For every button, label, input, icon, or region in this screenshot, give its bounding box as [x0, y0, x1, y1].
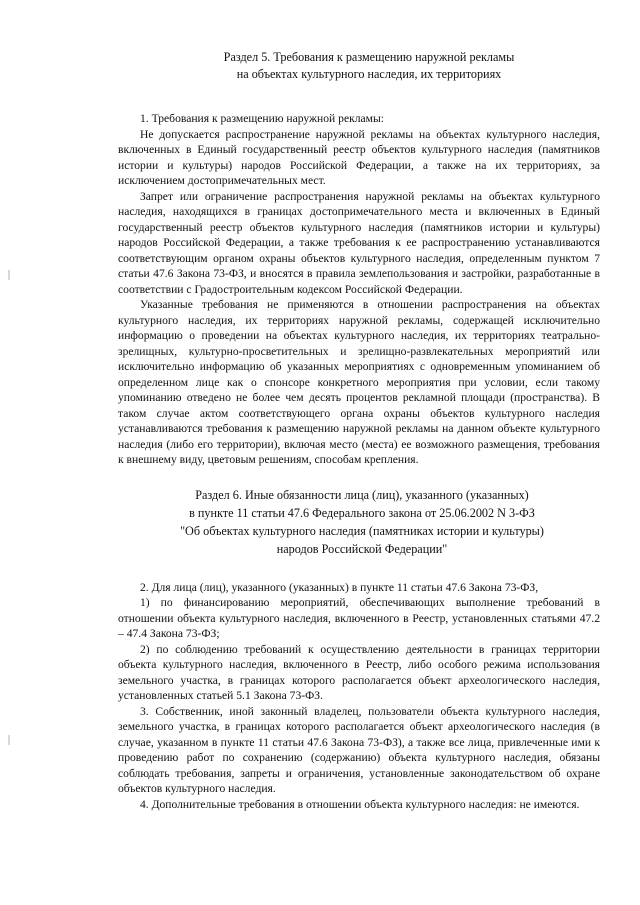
item-1-heading: 1. Требования к размещению наружной рекламы: [140, 112, 385, 125]
section-5-paragraph-3: Указанные требования не применяются в отношении распространения на объектах культурного наследия, их территориях наружной рекламы, содержащей исключительно информацию о проведении на объектах культурного наследия, их территориях театрально-зрелищных, культурно-просветительных и зрелищно-развлекательных мероприятий или исключительно информацию об указанных мероприятиях с одновременным упоминанием об определенном лице как о спонсоре конкретного мероприятия при условии, если такому упоминанию отведено не более чем десять процентов рекламной площади (пространства). В таком случае актом соответствующего органа охраны объектов культурного наследия устанавливаются требования к размещению наружной рекламы на данном объекте культурного наследия (либо его территории), включая место (места) ее возможного размещения, требования к внешнему виду, цветовым решениям, способам крепления. [118, 298, 600, 466]
section-5-heading [138, 49, 600, 83]
section-5-paragraph-2: Запрет или ограничение распространения наружной рекламы на объектах культурного наследия, находящихся в границах достопримечательного места и включенных в Единый государственный реестр объектов культурного наследия (памятников истории и культуры) народов Российской Федерации, а также требования к ее распространению устанавливаются соответствующим органом охраны объектов культурного наследия, определенным пунктом 7 статьи 47.6 Закона 73-ФЗ, и вносятся в правила землепользования и застройки, разработанные в соответствии с Градостроительным кодексом Российской Федерации. [118, 189, 600, 296]
section-6-title-line-2: в пункте 11 статьи 47.6 Федерального закона от 25.06.2002 N 3-ФЗ [189, 505, 535, 520]
item-2-subitem-2: 2) по соблюдению требований к осуществлению деятельности в границах территории объекта культурного наследия, включенного в Реестр, либо особого режима использования земельного участка, в границах которого располагается объект археологического наследия, установленных статьей 5.1 Закона 73-ФЗ. [118, 642, 600, 702]
section-5-paragraph-1: Не допускается распространение наружной рекламы на объектах культурного наследия, включенных в Единый государственный реестр объектов культурного наследия (памятников истории и культуры) народов Российской Федерации, а также на их территориях, за исключением достопримечательных мест. [118, 127, 600, 187]
item-4-paragraph: 4. Дополнительные требования в отношении объекта культурного наследия: не имеются. [140, 797, 580, 811]
section-6-title-line-1: Раздел 6. Иные обязанности лица (лиц), указанного (указанных) [195, 487, 529, 502]
section-6-title-line-3: "Об объектах культурного наследия (памятниках истории и культуры) [180, 523, 544, 538]
item-2-heading: 2. Для лица (лиц), указанного (указанных) в пункте 11 статьи 47.6 Закона 73-ФЗ, [140, 580, 539, 594]
item-2-subitem-1: 1) по финансированию мероприятий, обеспечивающих выполнение требований в отношении объекта культурного наследия, включенного в Реестр, установленных статьями 47.2 – 47.4 Закона 73-ФЗ; [118, 596, 600, 640]
section-5-title-line-2: на объектах культурного наследия, их территориях [236, 67, 502, 81]
scan-mark [8, 735, 10, 745]
scan-mark [8, 270, 10, 280]
item-3-paragraph: 3. Собственник, иной законный владелец, пользователи объекта культурного наследия, земельного участка, в границах которого располагается объект археологического наследия (в случае, указанном в пункте 11 статьи 47.6 Закона 73-ФЗ), а также все лица, привлеченные ими к проведению работ по сохранению (содержанию) объекта культурного наследия, обязаны соблюдать требования, запреты и ограничения, установленные законодательством об охране объектов культурного наследия. [118, 704, 600, 795]
section-6-heading [124, 486, 600, 558]
section-6-title-line-4: народов Российской Федерации" [276, 541, 448, 556]
section-5-title-line-1: Раздел 5. Требования к размещению наружной рекламы [223, 50, 515, 64]
